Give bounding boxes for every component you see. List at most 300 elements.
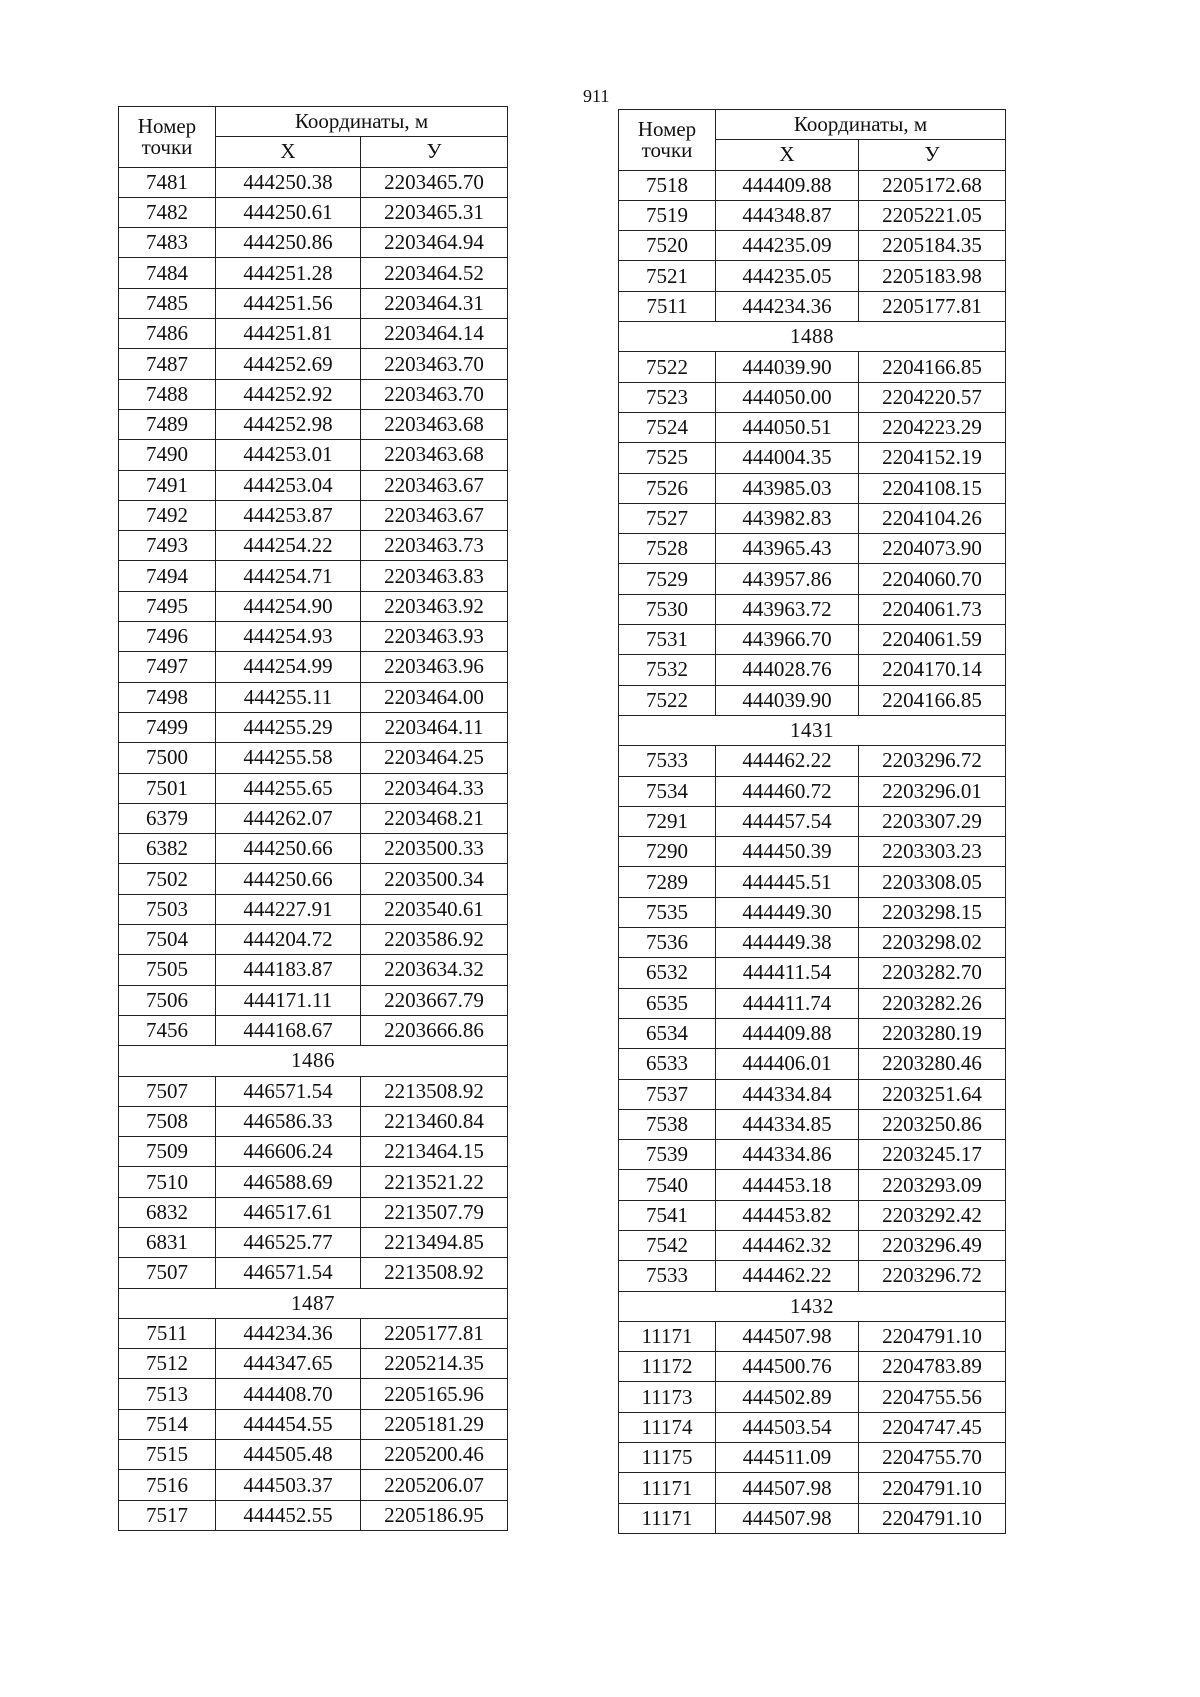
x-coordinate-cell: 444502.89: [716, 1382, 859, 1412]
y-coordinate-cell: 2213507.79: [361, 1197, 508, 1227]
table-row: [619, 170, 1006, 200]
point-number-cell: 6832: [119, 1197, 216, 1227]
y-coordinate-cell: 2203463.70: [361, 379, 508, 409]
y-coordinate-cell: 2205165.96: [361, 1379, 508, 1409]
table-row: [619, 291, 1006, 321]
point-number-cell: 7514: [119, 1409, 216, 1439]
y-coordinate-cell: 2204223.29: [859, 412, 1006, 442]
table-row: [619, 1473, 1006, 1503]
point-number-cell: 7540: [619, 1170, 716, 1200]
table-row: [619, 1018, 1006, 1048]
x-coordinate-cell: 444254.71: [216, 561, 361, 591]
y-coordinate-cell: 2203245.17: [859, 1140, 1006, 1170]
point-number-cell: 7539: [619, 1140, 716, 1170]
y-coordinate-cell: 2203296.72: [859, 746, 1006, 776]
point-number-cell: 11175: [619, 1443, 716, 1473]
table-row: [619, 1261, 1006, 1291]
y-coordinate-cell: 2203464.94: [361, 228, 508, 258]
y-coordinate-cell: 2203308.05: [859, 867, 1006, 897]
x-coordinate-cell: 444253.01: [216, 440, 361, 470]
table-row: [619, 443, 1006, 473]
point-number-cell: 7509: [119, 1137, 216, 1167]
x-coordinate-cell: 444505.48: [216, 1440, 361, 1470]
point-number-cell: 11171: [619, 1473, 716, 1503]
section-row: [619, 1291, 1006, 1321]
point-number-cell: 7492: [119, 500, 216, 530]
coordinates-table-right: [618, 109, 1006, 1534]
table-row: [619, 1443, 1006, 1473]
point-number-cell: 7534: [619, 776, 716, 806]
x-coordinate-cell: 443982.83: [716, 503, 859, 533]
x-coordinate-cell: 444251.81: [216, 319, 361, 349]
y-coordinate-cell: 2204791.10: [859, 1321, 1006, 1351]
point-number-header-line2: точки: [641, 137, 693, 162]
y-coordinate-cell: 2205221.05: [859, 200, 1006, 230]
table-row: [119, 197, 508, 227]
point-number-cell: 7483: [119, 228, 216, 258]
table-row: [619, 746, 1006, 776]
y-coordinate-cell: 2213494.85: [361, 1227, 508, 1257]
point-number-cell: 7481: [119, 167, 216, 197]
x-coordinate-cell: 444255.29: [216, 712, 361, 742]
point-number-cell: 11173: [619, 1382, 716, 1412]
x-coordinate-cell: 443985.03: [716, 473, 859, 503]
point-number-cell: 7525: [619, 443, 716, 473]
point-number-cell: 7521: [619, 261, 716, 291]
table-row: [119, 925, 508, 955]
table-row: [619, 534, 1006, 564]
table-body: [119, 167, 508, 1530]
point-number-cell: 6379: [119, 803, 216, 833]
y-coordinate-cell: 2203465.70: [361, 167, 508, 197]
y-coordinate-cell: 2203464.52: [361, 258, 508, 288]
y-header: У: [361, 137, 508, 167]
table-row: [119, 1440, 508, 1470]
y-coordinate-cell: 2203464.31: [361, 288, 508, 318]
table-row: [119, 319, 508, 349]
coordinates-table-left: [118, 106, 508, 1531]
table-row: [119, 1015, 508, 1045]
y-coordinate-cell: 2203586.92: [361, 925, 508, 955]
y-coordinate-cell: 2205172.68: [859, 170, 1006, 200]
point-number-cell: 7498: [119, 682, 216, 712]
table-row: [119, 1409, 508, 1439]
x-coordinate-cell: 444507.98: [716, 1321, 859, 1351]
table-row: [119, 470, 508, 500]
point-number-cell: 7506: [119, 985, 216, 1015]
point-number-cell: 7291: [619, 806, 716, 836]
x-coordinate-cell: 446517.61: [216, 1197, 361, 1227]
table-row: [619, 685, 1006, 715]
x-coordinate-cell: 444039.90: [716, 685, 859, 715]
point-number-cell: 7456: [119, 1015, 216, 1045]
point-number-cell: 6534: [619, 1018, 716, 1048]
y-coordinate-cell: 2203307.29: [859, 806, 1006, 836]
point-number-cell: 7495: [119, 591, 216, 621]
point-number-cell: 7529: [619, 564, 716, 594]
point-number-cell: 7533: [619, 1261, 716, 1291]
table-row: [619, 594, 1006, 624]
point-number-cell: 7531: [619, 625, 716, 655]
x-coordinate-cell: 444250.61: [216, 197, 361, 227]
point-number-cell: 7541: [619, 1200, 716, 1230]
y-coordinate-cell: 2205214.35: [361, 1349, 508, 1379]
point-number-cell: 11171: [619, 1321, 716, 1351]
point-number-cell: 7485: [119, 288, 216, 318]
x-coordinate-cell: 444457.54: [716, 806, 859, 836]
y-coordinate-cell: 2203463.93: [361, 622, 508, 652]
x-coordinate-cell: 444503.37: [216, 1470, 361, 1500]
point-number-cell: 7523: [619, 382, 716, 412]
point-number-cell: 7536: [619, 928, 716, 958]
point-number-cell: 7533: [619, 746, 716, 776]
x-coordinate-cell: 444250.66: [216, 834, 361, 864]
x-coordinate-cell: 444252.98: [216, 409, 361, 439]
table-row: [619, 1200, 1006, 1230]
x-coordinate-cell: 444503.54: [716, 1412, 859, 1442]
point-number-cell: 7542: [619, 1230, 716, 1260]
table-row: [119, 1227, 508, 1257]
x-coordinate-cell: 443965.43: [716, 534, 859, 564]
point-number-cell: 7505: [119, 955, 216, 985]
x-coordinate-cell: 446588.69: [216, 1167, 361, 1197]
x-coordinate-cell: 444251.56: [216, 288, 361, 318]
point-number-cell: 7538: [619, 1109, 716, 1139]
y-coordinate-cell: 2205181.29: [361, 1409, 508, 1439]
table-row: [119, 743, 508, 773]
table-row: [619, 564, 1006, 594]
point-number-cell: 7516: [119, 1470, 216, 1500]
section-number: 1487: [119, 1288, 508, 1318]
y-coordinate-cell: 2203282.70: [859, 958, 1006, 988]
y-coordinate-cell: 2203298.02: [859, 928, 1006, 958]
point-number-header: [619, 110, 716, 171]
y-coordinate-cell: 2204170.14: [859, 655, 1006, 685]
y-coordinate-cell: 2205183.98: [859, 261, 1006, 291]
x-coordinate-cell: 444255.65: [216, 773, 361, 803]
x-coordinate-cell: 444252.92: [216, 379, 361, 409]
y-coordinate-cell: 2204104.26: [859, 503, 1006, 533]
y-coordinate-cell: 2203296.72: [859, 1261, 1006, 1291]
point-number-cell: 7518: [619, 170, 716, 200]
y-coordinate-cell: 2203634.32: [361, 955, 508, 985]
x-coordinate-cell: 444234.36: [216, 1318, 361, 1348]
point-number-cell: 11172: [619, 1352, 716, 1382]
y-coordinate-cell: 2204755.70: [859, 1443, 1006, 1473]
section-number: 1432: [619, 1291, 1006, 1321]
table-row: [619, 958, 1006, 988]
point-number-cell: 11171: [619, 1503, 716, 1533]
y-coordinate-cell: 2203463.92: [361, 591, 508, 621]
point-number-cell: 7522: [619, 685, 716, 715]
table-row: [119, 682, 508, 712]
point-number-cell: 7290: [619, 837, 716, 867]
x-coordinate-cell: 444004.35: [716, 443, 859, 473]
point-number-cell: 7526: [619, 473, 716, 503]
point-number-cell: 7517: [119, 1500, 216, 1530]
x-coordinate-cell: 444507.98: [716, 1473, 859, 1503]
table-row: [119, 894, 508, 924]
point-number-cell: 7487: [119, 349, 216, 379]
y-header: У: [859, 140, 1006, 170]
y-coordinate-cell: 2204073.90: [859, 534, 1006, 564]
x-coordinate-cell: 444253.04: [216, 470, 361, 500]
x-coordinate-cell: 444348.87: [716, 200, 859, 230]
table-row: [619, 1412, 1006, 1442]
x-coordinate-cell: 444168.67: [216, 1015, 361, 1045]
point-number-cell: 6532: [619, 958, 716, 988]
table-row: [619, 625, 1006, 655]
table-row: [619, 867, 1006, 897]
x-coordinate-cell: 444039.90: [716, 352, 859, 382]
table-row: [619, 1321, 1006, 1351]
x-coordinate-cell: 444334.86: [716, 1140, 859, 1170]
table-row: [119, 591, 508, 621]
y-coordinate-cell: 2203296.49: [859, 1230, 1006, 1260]
table-row: [119, 258, 508, 288]
point-number-cell: 7535: [619, 897, 716, 927]
table-row: [119, 1500, 508, 1530]
table-row: [119, 985, 508, 1015]
x-coordinate-cell: 444462.22: [716, 746, 859, 776]
table-row: [119, 1349, 508, 1379]
x-coordinate-cell: 444411.54: [716, 958, 859, 988]
y-coordinate-cell: 2203468.21: [361, 803, 508, 833]
y-coordinate-cell: 2203280.19: [859, 1018, 1006, 1048]
x-coordinate-cell: 443957.86: [716, 564, 859, 594]
y-coordinate-cell: 2203303.23: [859, 837, 1006, 867]
point-number-cell: 7491: [119, 470, 216, 500]
x-coordinate-cell: 444227.91: [216, 894, 361, 924]
y-coordinate-cell: 2203464.33: [361, 773, 508, 803]
y-coordinate-cell: 2203464.00: [361, 682, 508, 712]
section-number: 1486: [119, 1046, 508, 1076]
x-coordinate-cell: 444250.86: [216, 228, 361, 258]
section-row: [119, 1046, 508, 1076]
point-number-cell: 7528: [619, 534, 716, 564]
y-coordinate-cell: 2203500.34: [361, 864, 508, 894]
y-coordinate-cell: 2204747.45: [859, 1412, 1006, 1442]
point-number-cell: 6533: [619, 1049, 716, 1079]
y-coordinate-cell: 2205200.46: [361, 1440, 508, 1470]
table-row: [619, 897, 1006, 927]
x-header: X: [716, 140, 859, 170]
table-row: [119, 1470, 508, 1500]
x-coordinate-cell: 444460.72: [716, 776, 859, 806]
x-coordinate-cell: 444453.82: [716, 1200, 859, 1230]
table-row: [119, 167, 508, 197]
point-number-cell: 7511: [119, 1318, 216, 1348]
y-coordinate-cell: 2203540.61: [361, 894, 508, 924]
table-row: [119, 955, 508, 985]
x-coordinate-cell: 443966.70: [716, 625, 859, 655]
x-header: X: [216, 137, 361, 167]
table-row: [619, 837, 1006, 867]
coordinates-header: Координаты, м: [216, 107, 508, 137]
point-number-header-line2: точки: [141, 134, 193, 159]
point-number-cell: 7501: [119, 773, 216, 803]
point-number-header: [119, 107, 216, 168]
table-header: [619, 110, 1006, 171]
x-coordinate-cell: 444334.84: [716, 1079, 859, 1109]
x-coordinate-cell: 444255.58: [216, 743, 361, 773]
y-coordinate-cell: 2203282.26: [859, 988, 1006, 1018]
table-row: [119, 864, 508, 894]
y-coordinate-cell: 2205206.07: [361, 1470, 508, 1500]
x-coordinate-cell: 444500.76: [716, 1352, 859, 1382]
table-row: [619, 1352, 1006, 1382]
table-row: [119, 1379, 508, 1409]
table-row: [119, 712, 508, 742]
point-number-cell: 7490: [119, 440, 216, 470]
y-coordinate-cell: 2204783.89: [859, 1352, 1006, 1382]
point-number-cell: 7493: [119, 531, 216, 561]
table-row: [619, 261, 1006, 291]
table-row: [119, 288, 508, 318]
x-coordinate-cell: 444234.36: [716, 291, 859, 321]
point-number-cell: 7497: [119, 652, 216, 682]
point-number-cell: 7499: [119, 712, 216, 742]
table-row: [619, 1049, 1006, 1079]
table-body: [619, 170, 1006, 1533]
y-coordinate-cell: 2213464.15: [361, 1137, 508, 1167]
table-header: [119, 107, 508, 168]
y-coordinate-cell: 2203463.67: [361, 470, 508, 500]
point-number-cell: 7527: [619, 503, 716, 533]
x-coordinate-cell: 444050.51: [716, 412, 859, 442]
y-coordinate-cell: 2203667.79: [361, 985, 508, 1015]
table-row: [619, 928, 1006, 958]
x-coordinate-cell: 444449.38: [716, 928, 859, 958]
table-row: [619, 1079, 1006, 1109]
table-row: [119, 228, 508, 258]
y-coordinate-cell: 2203298.15: [859, 897, 1006, 927]
x-coordinate-cell: 444050.00: [716, 382, 859, 412]
point-number-cell: 7537: [619, 1079, 716, 1109]
point-number-cell: 6535: [619, 988, 716, 1018]
y-coordinate-cell: 2203251.64: [859, 1079, 1006, 1109]
table-row: [119, 622, 508, 652]
table-row: [119, 1137, 508, 1167]
y-coordinate-cell: 2213460.84: [361, 1106, 508, 1136]
table-row: [119, 379, 508, 409]
table-row: [119, 531, 508, 561]
point-number-cell: 7522: [619, 352, 716, 382]
x-coordinate-cell: 444171.11: [216, 985, 361, 1015]
table-row: [619, 988, 1006, 1018]
x-coordinate-cell: 444235.09: [716, 231, 859, 261]
y-coordinate-cell: 2203463.70: [361, 349, 508, 379]
table-row: [619, 412, 1006, 442]
x-coordinate-cell: 444254.90: [216, 591, 361, 621]
point-number-header-line1: Номер: [137, 113, 197, 138]
x-coordinate-cell: 444445.51: [716, 867, 859, 897]
x-coordinate-cell: 444409.88: [716, 1018, 859, 1048]
x-coordinate-cell: 444347.65: [216, 1349, 361, 1379]
table-row: [119, 1258, 508, 1288]
point-number-cell: 11174: [619, 1412, 716, 1442]
y-coordinate-cell: 2203465.31: [361, 197, 508, 227]
table-row: [619, 655, 1006, 685]
point-number-cell: 7484: [119, 258, 216, 288]
point-number-cell: 7511: [619, 291, 716, 321]
table-row: [119, 1167, 508, 1197]
y-coordinate-cell: 2203463.67: [361, 500, 508, 530]
point-number-cell: 7530: [619, 594, 716, 624]
point-number-cell: 7482: [119, 197, 216, 227]
table-row: [619, 1382, 1006, 1412]
y-coordinate-cell: 2204791.10: [859, 1473, 1006, 1503]
x-coordinate-cell: 443963.72: [716, 594, 859, 624]
x-coordinate-cell: 444235.05: [716, 261, 859, 291]
x-coordinate-cell: 446571.54: [216, 1258, 361, 1288]
table-row: [119, 561, 508, 591]
x-coordinate-cell: 444408.70: [216, 1379, 361, 1409]
point-number-cell: 7488: [119, 379, 216, 409]
x-coordinate-cell: 444406.01: [716, 1049, 859, 1079]
point-number-cell: 7507: [119, 1076, 216, 1106]
point-number-cell: 7519: [619, 200, 716, 230]
point-number-cell: 7503: [119, 894, 216, 924]
x-coordinate-cell: 444453.18: [716, 1170, 859, 1200]
section-number: 1431: [619, 715, 1006, 745]
point-number-cell: 7520: [619, 231, 716, 261]
x-coordinate-cell: 444250.66: [216, 864, 361, 894]
x-coordinate-cell: 444254.99: [216, 652, 361, 682]
table-row: [119, 1106, 508, 1136]
table-row: [619, 503, 1006, 533]
x-coordinate-cell: 446525.77: [216, 1227, 361, 1257]
y-coordinate-cell: 2205177.81: [361, 1318, 508, 1348]
table-row: [119, 834, 508, 864]
x-coordinate-cell: 444251.28: [216, 258, 361, 288]
y-coordinate-cell: 2203463.68: [361, 440, 508, 470]
x-coordinate-cell: 444262.07: [216, 803, 361, 833]
y-coordinate-cell: 2203296.01: [859, 776, 1006, 806]
y-coordinate-cell: 2203292.42: [859, 1200, 1006, 1230]
point-number-cell: 7507: [119, 1258, 216, 1288]
table-row: [119, 1318, 508, 1348]
point-number-cell: 7513: [119, 1379, 216, 1409]
y-coordinate-cell: 2213521.22: [361, 1167, 508, 1197]
y-coordinate-cell: 2203464.14: [361, 319, 508, 349]
coordinates-header: Координаты, м: [716, 110, 1006, 140]
table-row: [619, 1109, 1006, 1139]
table-row: [619, 352, 1006, 382]
point-number-cell: 7504: [119, 925, 216, 955]
x-coordinate-cell: 444334.85: [716, 1109, 859, 1139]
table-row: [119, 803, 508, 833]
table-row: [619, 1503, 1006, 1533]
y-coordinate-cell: 2203250.86: [859, 1109, 1006, 1139]
x-coordinate-cell: 444452.55: [216, 1500, 361, 1530]
x-coordinate-cell: 444254.22: [216, 531, 361, 561]
point-number-cell: 7524: [619, 412, 716, 442]
y-coordinate-cell: 2203463.83: [361, 561, 508, 591]
y-coordinate-cell: 2204152.19: [859, 443, 1006, 473]
section-row: [119, 1288, 508, 1318]
y-coordinate-cell: 2204166.85: [859, 352, 1006, 382]
x-coordinate-cell: 444255.11: [216, 682, 361, 712]
x-coordinate-cell: 444250.38: [216, 167, 361, 197]
x-coordinate-cell: 444507.98: [716, 1503, 859, 1533]
point-number-cell: 6382: [119, 834, 216, 864]
y-coordinate-cell: 2213508.92: [361, 1258, 508, 1288]
x-coordinate-cell: 444462.22: [716, 1261, 859, 1291]
point-number-cell: 7502: [119, 864, 216, 894]
table-row: [119, 773, 508, 803]
table-row: [119, 652, 508, 682]
